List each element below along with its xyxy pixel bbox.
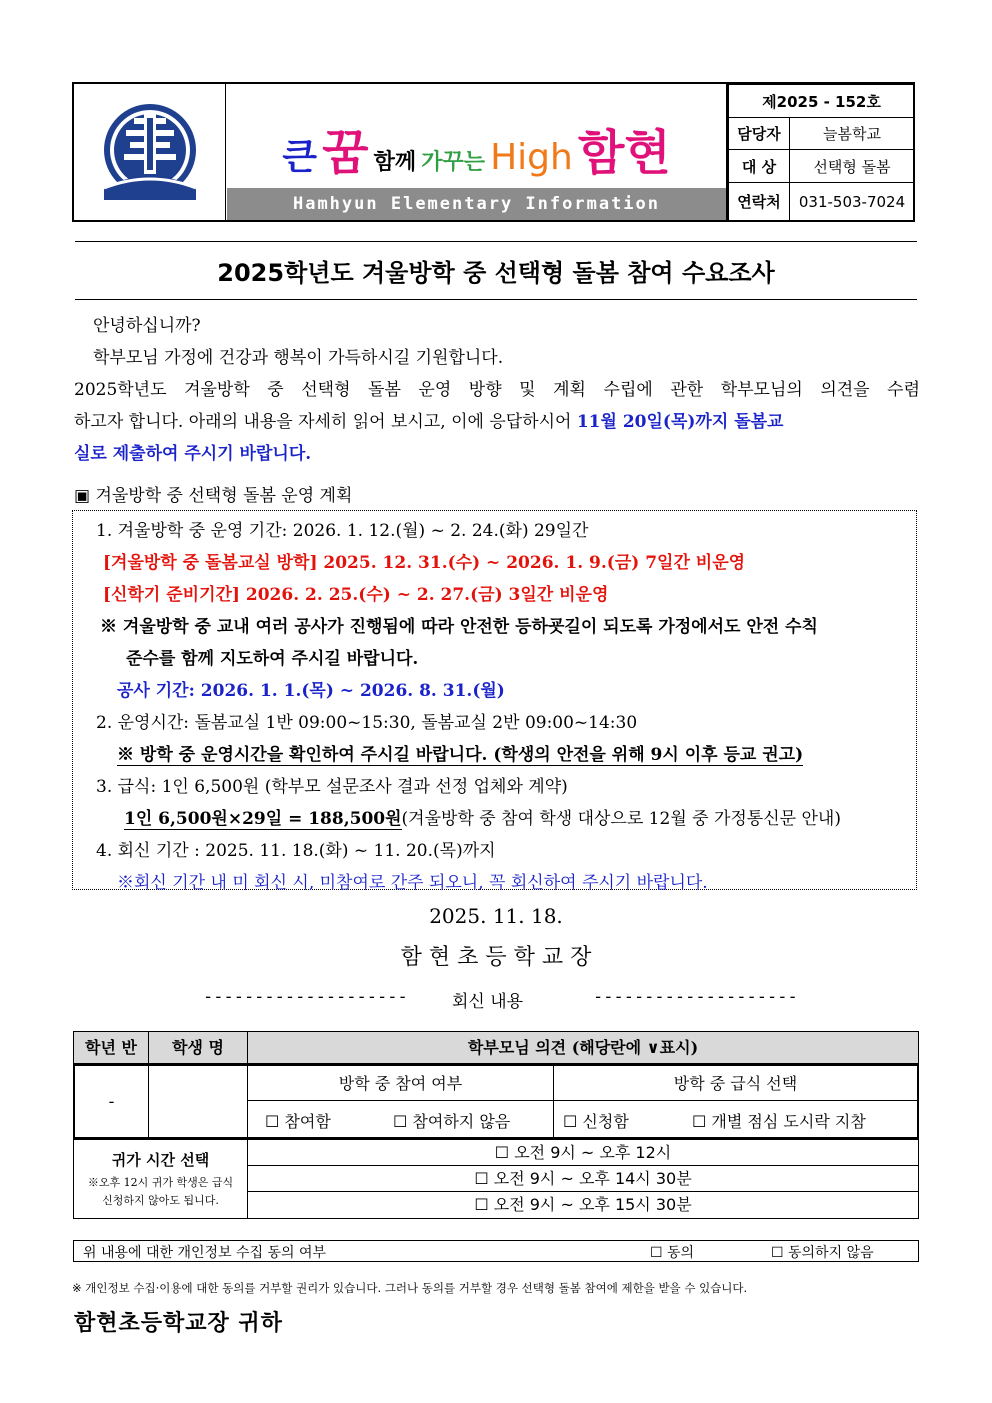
col-student-name: 학생 명 xyxy=(148,1031,248,1064)
intro-line-2-text: 하고자 합니다. 아래의 내용을 자세히 읽어 보시고, 이에 응답하시어 xyxy=(74,412,577,432)
participation-options xyxy=(247,1100,554,1139)
return-option-2[interactable]: ☐ 오전 9시 ~ 오후 14시 30분 xyxy=(247,1165,919,1192)
intro-line-1: 2025학년도 겨울방학 중 선택형 돌봄 운영 방향 및 계획 수립에 관한 학부모님의 의견을 수렴 xyxy=(74,380,920,400)
col-parent-opinion: 학부모님 의견 (해당란에 ∨표시) xyxy=(247,1031,919,1064)
construction-period: 공사 기간: 2026. 1. 1.(목) ~ 2026. 8. 31.(월) xyxy=(117,681,505,701)
title-rule-top xyxy=(75,241,917,242)
meal-header: 방학 중 급식 선택 xyxy=(553,1064,919,1101)
deadline-highlight: 11월 20일(목)까지 돌봄교 xyxy=(576,412,784,432)
meal-options xyxy=(553,1100,919,1139)
reply-section-label: 회신 내용 xyxy=(452,992,524,1012)
title-rule-bottom xyxy=(75,299,917,300)
school-logo xyxy=(74,84,226,220)
return-option-3[interactable]: ☐ 오전 9시 ~ 오후 15시 30분 xyxy=(247,1191,919,1219)
slogan-word-3: 함께 xyxy=(373,150,417,175)
info-value: 031-503-7024 xyxy=(790,183,915,221)
consent-label: 위 내용에 대한 개인정보 수집 동의 여부 xyxy=(83,1245,327,1261)
meal-lunchbox-checkbox[interactable]: ☐ 개별 점심 도시락 지참 xyxy=(692,1112,866,1131)
student-name-field[interactable] xyxy=(148,1064,248,1139)
participation-header: 방학 중 참여 여부 xyxy=(247,1064,554,1101)
return-time-label-cell xyxy=(73,1139,248,1219)
addressee: 함현초등학교장 귀하 xyxy=(74,1310,283,1336)
plan-note-construction-2: 준수를 함께 지도하여 주시길 바랍니다. xyxy=(126,649,419,669)
plan-item-2: 2. 운영시간: 돌봄교실 1반 09:00~15:30, 돌봄교실 2반 09:00~14:30 xyxy=(96,713,638,733)
document-date: 2025. 11. 18. xyxy=(429,904,563,928)
school-emblem-icon xyxy=(74,84,226,220)
return-time-note-2: 신청하지 않아도 됩니다. xyxy=(102,1194,219,1207)
participation-yes-checkbox[interactable]: ☐ 참여함 xyxy=(265,1112,331,1131)
plan-item-3: 3. 급식: 1인 6,500원 (학부모 설문조사 결과 선정 업체와 계약) xyxy=(96,777,568,797)
return-time-label: 귀가 시간 선택 xyxy=(111,1151,210,1169)
doc-number: 제2025 - 152호 xyxy=(729,85,915,118)
meal-cost-line xyxy=(124,804,841,829)
consent-row xyxy=(73,1240,919,1262)
plan-heading: ▣ 겨울방학 중 선택형 돌봄 운영 계획 xyxy=(74,486,353,506)
info-label: 대 상 xyxy=(729,150,790,183)
return-option-1[interactable]: ☐ 오전 9시 ~ 오후 12시 xyxy=(247,1139,919,1166)
plan-item-4-note: ※회신 기간 내 미 회신 시, 미참여로 간주 되오니, 꼭 회신하여 주시기 바랍니다. xyxy=(117,873,708,893)
slogan-word-6: 함현 xyxy=(577,125,671,181)
plan-note-construction-1: ※ 겨울방학 중 교내 여러 공사가 진행됨에 따라 안전한 등하굣길이 되도록 가정에서도 안전 수칙 xyxy=(100,617,818,637)
greeting: 안녕하십니까? xyxy=(93,316,201,336)
slogan-word-5: High xyxy=(490,137,573,178)
school-slogan xyxy=(227,84,726,188)
return-time-note-1: ※오후 12시 귀가 학생은 급식 xyxy=(87,1176,234,1189)
slogan-word-4: 가꾸는 xyxy=(421,150,486,175)
intro-line-2 xyxy=(74,407,783,432)
info-label: 연락처 xyxy=(729,183,790,221)
intro-line-3: 실로 제출하여 주시기 바랍니다. xyxy=(74,444,312,464)
divider-right: -------------------- xyxy=(593,987,798,1007)
participation-no-checkbox[interactable]: ☐ 참여하지 않음 xyxy=(393,1112,511,1131)
english-school-name: Hamhyun Elementary Information xyxy=(227,188,726,220)
plan-item-2-note: ※ 방학 중 운영시간을 확인하여 주시길 바랍니다. (학생의 안전을 위해 9시 이후 등교 권고) xyxy=(117,740,803,766)
col-grade: 학년 반 xyxy=(73,1031,149,1064)
grade-value[interactable]: - xyxy=(73,1064,149,1139)
consent-notice: ※ 개인정보 수집·이용에 대한 동의를 거부할 권리가 있습니다. 그러나 동의를 거부할 경우 선택형 돌봄 참여에 제한을 받을 수 있습니다. xyxy=(72,1281,748,1295)
plan-item-4: 4. 회신 기간 : 2025. 11. 18.(화) ~ 11. 20.(목)까지 xyxy=(96,841,496,861)
plan-item-1: 1. 겨울방학 중 운영 기간: 2026. 1. 12.(월) ~ 2. 24.(화) 29일간 xyxy=(96,521,589,541)
info-value: 늘봄학교 xyxy=(790,118,915,150)
principal-signature: 함 현 초 등 학 교 장 xyxy=(400,945,592,970)
plan-closed-period-2: [신학기 준비기간] 2026. 2. 25.(수) ~ 2. 27.(금) 3일간 비운영 xyxy=(103,585,609,605)
consent-disagree-checkbox[interactable]: ☐ 동의하지 않음 xyxy=(771,1245,874,1261)
letterhead xyxy=(72,82,915,222)
plan-closed-period-1: [겨울방학 중 돌봄교실 방학] 2025. 12. 31.(수) ~ 2026. 1. 9.(금) 7일간 비운영 xyxy=(103,553,746,573)
wish-text: 학부모님 가정에 건강과 행복이 가득하시길 기원합니다. xyxy=(93,348,504,368)
slogan-word-1: 큰 xyxy=(282,137,318,178)
meal-cost-calc: 1인 6,500원×29일 = 188,500원 xyxy=(124,809,402,829)
slogan-word-2: 꿈 xyxy=(322,125,369,181)
document-title: 2025학년도 겨울방학 중 선택형 돌봄 참여 수요조사 xyxy=(217,259,775,287)
info-label: 담당자 xyxy=(729,118,790,150)
consent-agree-checkbox[interactable]: ☐ 동의 xyxy=(650,1245,695,1261)
info-value: 선택형 돌봄 xyxy=(790,150,915,183)
divider-left: -------------------- xyxy=(203,987,408,1007)
meal-cost-note: (겨울방학 중 참여 학생 대상으로 12월 중 가정통신문 안내) xyxy=(401,809,841,829)
meal-apply-checkbox[interactable]: ☐ 신청함 xyxy=(563,1112,629,1131)
document-info-table xyxy=(726,84,915,220)
